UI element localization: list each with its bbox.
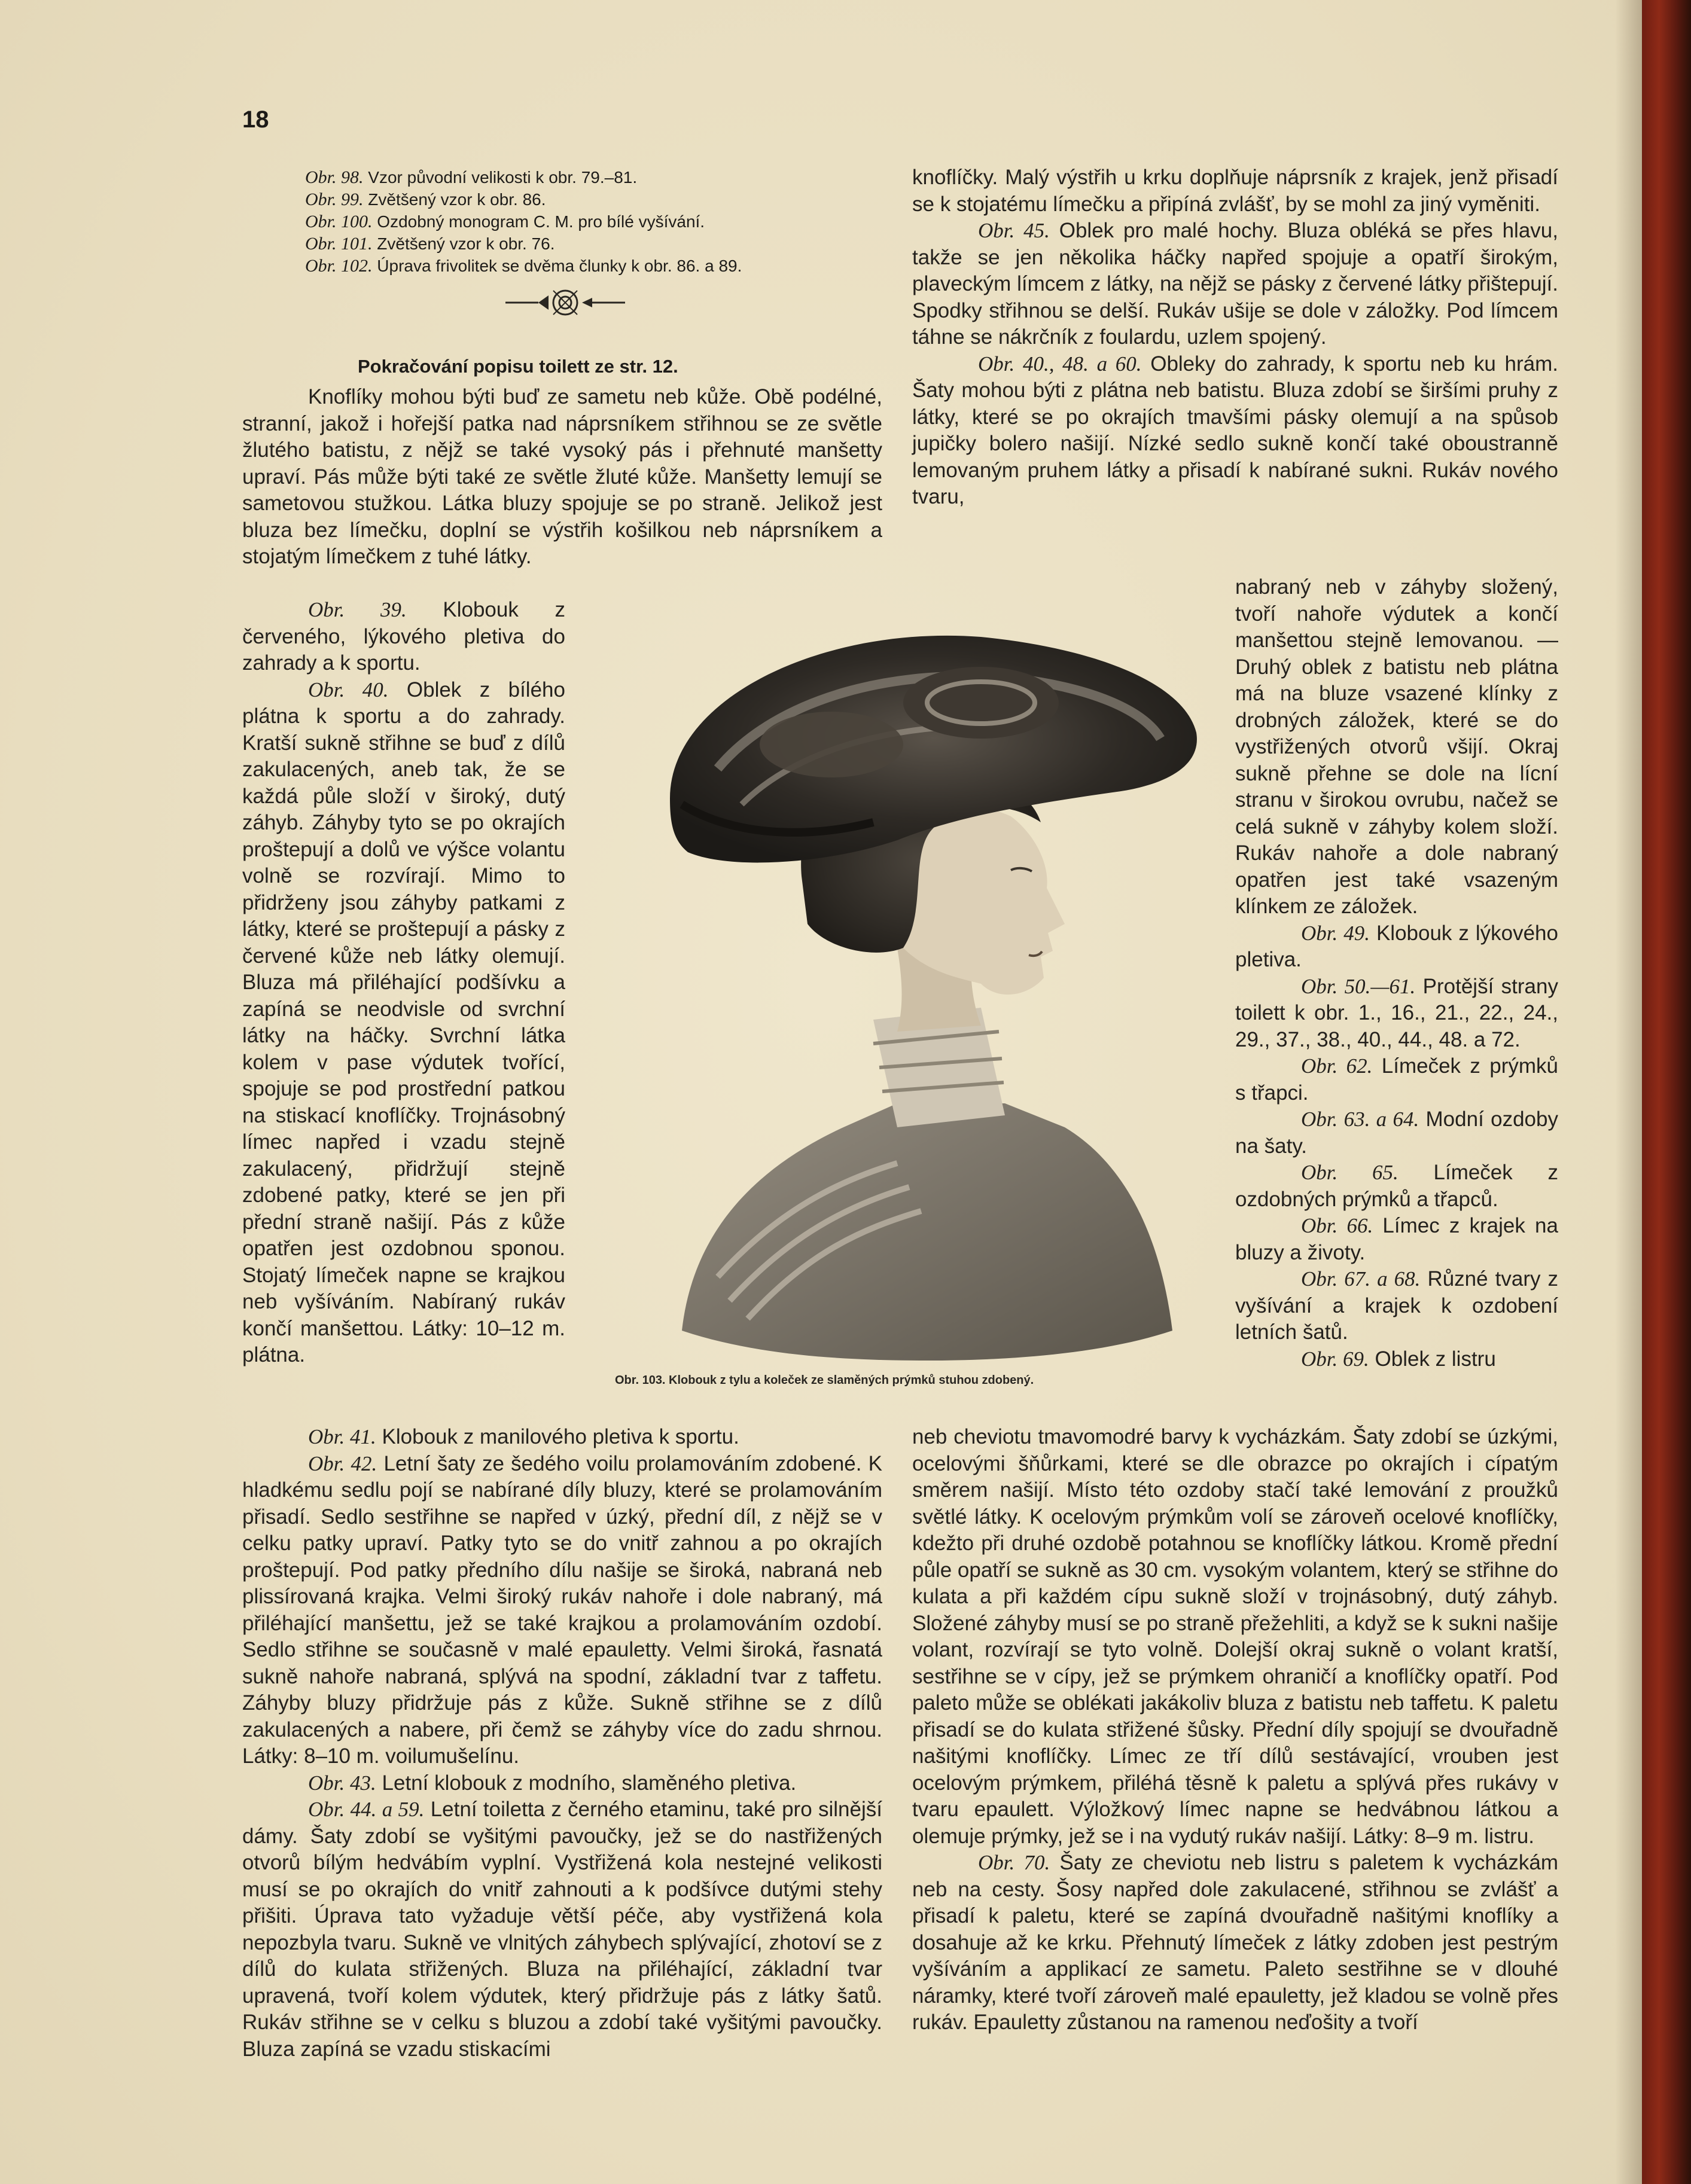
figure-list-item: Obr. 99. Zvětšený vzor k obr. 86. (305, 190, 546, 209)
paragraph: Obr. 44. a 59. Letní toiletta z černého etaminu, také pro silnější dámy. Šaty zdobí se vyšitými pavoučky, jež se do nastřižených otvorů bílým hedvábím vyplní. Vystřižená kola nestejné velikosti musí se po okrajích do vnitř zahnouti a k podšívce dutými stehy přišiti. Úprava tato vyžaduje větší péče, aby vystřižená kola nepozbyla tvaru. Sukně ve vlnitých záhybech splývající, zhotoví se z dílů do kulata střižených. Bluza na přiléhající, základní tvar upravená, tvoří kolem výdutek, který přidržuje pás z látky šatů. Rukáv střihne se v celku s bluzou a zdobí také vyšitými pavoučky. Bluza zapíná se vzadu stiskacími (242, 1798, 882, 2061)
figure-list-item: Obr. 101. Zvětšený vzor k obr. 76. (305, 234, 555, 254)
left-column-narrow (242, 597, 565, 1369)
paragraph: Obr. 66. Límec z krajek na bluzy a životy. (1235, 1214, 1558, 1264)
paragraph: Obr. 65. Límeček z ozdobných prýmků a třapců. (1235, 1161, 1558, 1211)
paragraph: neb cheviotu tmavomodré barvy k vycházkám. Šaty zdobí se úzkými, ocelovými šňůrkami, které se dle obrazce po okrajích i cípatým směrem našijí. Místo této ozdoby stačí také lemování z proužků světlé látky. K ocelovým prýmkům volí se zároveň ocelové knoflíčky, kdežto při druhé ozdobě potahnou se knoflíčky látkou. Kromě přední půle opatří se sukně as 30 cm. vysokým volantem, který se střihne do kulata a při každém cípu sukně složí v trojnásobný, dutý záhyb. Složené záhyby musí se po straně přežehliti, a když se k sukni našije volant, rozvírají se tyto volně. Dolejší okraj sukně o volant kratší, sestřihne se v cípy, jež se prýmkem ohraničí a knoflíčky opatří. Pod paleto může se oblékati jakákoliv bluza z batistu neb taffetu. K paletu přisadí se do kulata střižené šůsky. Přední díly spojují se dvouřadně našitými knoflíčky. Límec ze tří dílů sestávající, vrouben jest ocelovým prýmkem, přiléhá těsně k paletu a splývá přes rukávy v tvaru epaulett. Výložkový límec napne se hedvábnou látkou a olemuje prýmky, jež se i na vydutý rukáv našijí. Látky: 8–9 m. listru. (912, 1425, 1558, 1848)
figure-caption: Obr. 103. Klobouk z tylu a koleček ze slaměných prýmků stuhou zdobený. (615, 1374, 1034, 1387)
paragraph: Obr. 62. Límeček z prýmků s třapci. (1235, 1054, 1558, 1105)
paragraph: nabraný neb v záhyby složený, tvoří nahoře výdutek a končí manšettou stejně lemovanou. — Druhý oblek z batistu neb plátna má na bluze vsazené klínky z drobných záložek, které se do vystřižených otvorů všijí. Okraj sukně přehne se dole na lícní stranu v širokou ovrubu, načež se celá sukně v záhyby kolem složí. Rukáv nahoře a dole nabraný opatřen jest také vsazeným klínkem ze záložek. (1235, 575, 1558, 918)
figure-list-item: Obr. 100. Ozdobný monogram C. M. pro bílé vyšívání. (305, 212, 705, 231)
paragraph: Obr. 41. Klobouk z manilového pletiva k sportu. (308, 1425, 739, 1448)
paragraph: Obr. 49. Klobouk z lýkového pletiva. (1235, 921, 1558, 971)
left-column-bottom (242, 1424, 882, 2063)
paragraph: Obr. 45. Oblek pro malé hochy. Bluza obléká se přes hlavu, takže se jen několika háčky napřed spojuje a opatří širokým, plaveckým límcem z látky, na nějž se pásky z červené látky přištepují. Spodky střihnou se delší. Rukáv ušije se dole v záložky. Pod límcem táhne se nákrčník z foulardu, uzlem spojený. (912, 219, 1558, 349)
paragraph: Obr. 50.—61. Protější strany toilett k obr. 1., 16., 21., 22., 24., 29., 37., 38., 40., 44., 48. a 72. (1235, 974, 1558, 1051)
paragraph: Obr. 70. Šaty ze cheviotu neb listru s paletem k vycházkám neb na cesty. Šosy napřed dole zakulacené, střihnou se zvlášť a přisadí k paletu, které se zapíná dvouřadně našitými knoflíky a dosahuje až ke krku. Přehnutý límeček z látky zdoben jest pestrým vyšíváním a applikací ze sametu. Paleto sestřihne se v dlouhé náramky, které tvoří zároveň malé epauletty, jež kladou se volně přes rukáv. Epauletty zůstanou na ramenou neďošity a tvoří (912, 1851, 1558, 2034)
paragraph: Knoflíky mohou býti buď ze sametu neb kůže. Obě podélné, stranní, jakož i hořejší patka nad náprsníkem střihnou se ze světle žlutého batistu, z nějž se také vysoký pás i přehnuté manšetty upraví. Pás může býti také ze světle žluté kůže. Manšetty lemují se sametovou stužkou. Látka bluzy spojuje se po straně. Jelikož jest bluza bez límečku, doplní se výstřih košilkou neb náprsníkem a stojatým límečkem z tuhé látky. (242, 385, 882, 568)
hat-illustration (646, 589, 1208, 1361)
figure-list-item: Obr. 102. Úprava frivolitek se dvěma člunky k obr. 86. a 89. (305, 256, 742, 276)
right-column-narrow (1235, 574, 1558, 1372)
right-column-top (912, 164, 1558, 511)
page-number: 18 (242, 106, 269, 133)
paragraph: knoflíčky. Malý výstřih u krku doplňuje náprsník z krajek, jenž přisadí se k stojatému límečku a připíná zvlášť, by se mohl za jiný vyměniti. (912, 166, 1558, 216)
paragraph: Obr. 63. a 64. Modní ozdoby na šaty. (1235, 1108, 1558, 1158)
right-column-bottom (912, 1424, 1558, 2036)
book-spine (1642, 0, 1691, 2184)
paragraph: Obr. 69. Oblek z listru (1301, 1347, 1496, 1371)
paragraph: Obr. 40., 48. a 60. Obleky do zahrady, k sportu neb ku hrám. Šaty mohou býti z plátna neb batistu. Bluza zdobí se širšími pruhy z látky, které se po okrajích tmavšími pásky olemují a na spůsob jupičky bolero našijí. Nízké sedlo sukně končí také oboustranně lemovaným pruhem látky a přisadí k nabírané sukni. Rukáv nového tvaru, (912, 352, 1558, 508)
page-gutter-shadow (1615, 0, 1642, 2184)
paragraph: Obr. 39. Klobouk z červeného, lýkového pletiva do zahrady a k sportu. (242, 598, 565, 675)
figure-list-item: Obr. 98. Vzor původní velikosti k obr. 79.–81. (305, 167, 638, 187)
paragraph: Obr. 42. Letní šaty ze šedého voilu prolamováním zdobené. K hladkému sedlu pojí se nabírané díly bluzy, které se prolamováním přisadí. Sedlo sestřihne se napřed v úzký, přední díl, z nějž se v celku patky upraví. Patky tyto se do vnitř zahnou a po okrajích proštepují. Pod patky předního dílu našije se široká, nabraná neb plissírovaná krajka. Velmi široký rukáv nahoře i dole nabraný, má přiléhající manšettu, jež se také krajkou a prolamováním ozdobí. Sedlo střihne se současně v malé epauletty. Velmi široká, řasnatá sukně nahoře nabraná, splývá na spodní, základní tvar z taffetu. Záhyby bluzy přidržuje pás z kůže. Sukně střihne se z dílů zakulacených a nabere, při čemž se záhyby více do zadu shrnou. Látky: 8–10 m. voilumušelínu. (242, 1451, 882, 1768)
figure-list (305, 166, 891, 277)
left-column-top (242, 384, 882, 571)
paragraph: Obr. 40. Oblek z bílého plátna k sportu a do zahrady. Kratší sukně střihne se buď z dílů zakulacených, aneb tak, že se každá půle složí v široký, dutý záhyb. Záhyby tyto se po okrajích proštepují a dolů ve výšce volantu volně se rozvírají. Mimo to přidrženy jsou záhyby patkami z látky, které se proštepují a pásky z červené kůže neb látky olemují. Bluza má přiléhající podšívku a zapíná se neodvisle od svrchní látky na háčky. Svrchní látka kolem v pase výdutek tvořící, spojuje se pod prostřední patkou na stiskací knoflíčky. Trojnásobný límec napřed i vzadu stejně zakulacený, přidržují stejně zdobené patky, které se jen při přední straně našijí. Pás z kůže opatřen jest ozdobnou sponou. Stojatý límeček napne se krajkou neb vyšíváním. Nabíraný rukáv končí manšettou. Látky: 10–12 m. plátna. (242, 678, 565, 1366)
section-heading: Pokračování popisu toilett ze str. 12. (358, 356, 678, 377)
paragraph: Obr. 67. a 68. Různé tvary z vyšívání a krajek k ozdobení letních šatů. (1235, 1267, 1558, 1344)
paragraph: Obr. 43. Letní klobouk z modního, slaměného pletiva. (308, 1771, 797, 1795)
ornament-divider-icon (505, 286, 625, 319)
